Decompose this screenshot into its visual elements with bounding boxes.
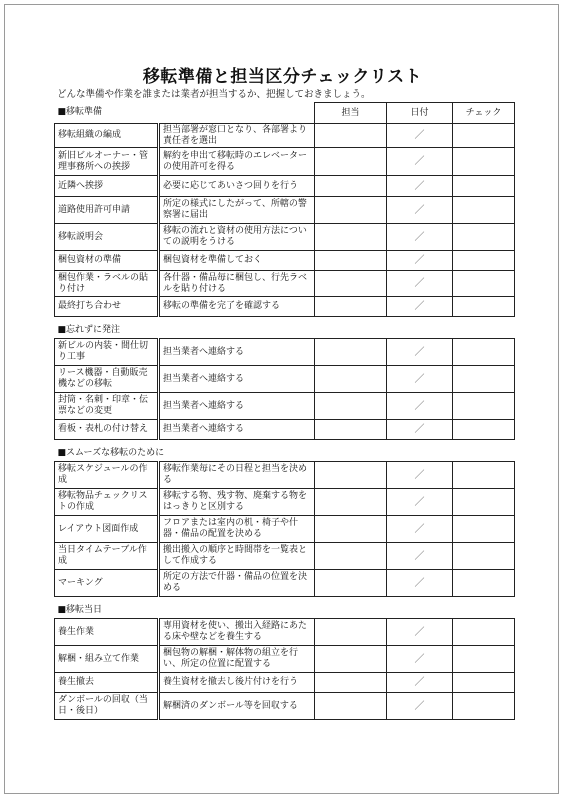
task-description: 移転する物、残す物、廃棄する物をはっきりと区別する [159, 489, 315, 516]
date-cell[interactable]: ／ [387, 489, 453, 516]
date-cell[interactable]: ／ [387, 619, 453, 646]
task-name: リース機器・自動販売機などの移転 [55, 366, 159, 393]
date-cell[interactable]: ／ [387, 570, 453, 597]
date-cell[interactable]: ／ [387, 148, 453, 176]
task-description: 梱包資材を準備しておく [159, 251, 315, 271]
date-cell[interactable]: ／ [387, 271, 453, 297]
tantou-cell[interactable] [315, 462, 387, 489]
check-cell[interactable] [453, 693, 515, 720]
check-cell[interactable] [453, 543, 515, 570]
date-cell[interactable]: ／ [387, 673, 453, 693]
date-cell[interactable]: ／ [387, 516, 453, 543]
date-cell[interactable]: ／ [387, 124, 453, 148]
date-cell[interactable]: ／ [387, 224, 453, 251]
tantou-cell[interactable] [315, 619, 387, 646]
section-header-row [55, 322, 515, 339]
check-cell[interactable] [453, 176, 515, 197]
task-name: 移転組織の編成 [55, 124, 159, 148]
task-description: 担当業者へ連絡する [159, 393, 315, 420]
table-row [55, 516, 515, 543]
date-cell[interactable]: ／ [387, 646, 453, 673]
task-description: フロアまたは室内の机・椅子や什器・備品の配置を決める [159, 516, 315, 543]
task-name: 道路使用許可申請 [55, 197, 159, 224]
task-description: 搬出搬入の順序と時間帯を一覧表として作成する [159, 543, 315, 570]
check-cell[interactable] [453, 271, 515, 297]
task-description: 専用資材を使い、搬出入経路にあたる床や壁などを養生する [159, 619, 315, 646]
date-cell[interactable]: ／ [387, 297, 453, 317]
check-cell[interactable] [453, 339, 515, 366]
header-row [55, 103, 515, 124]
task-name: 最終打ち合わせ [55, 297, 159, 317]
check-cell[interactable] [453, 619, 515, 646]
task-description: 解約を申出て移転時のエレベーターの使用許可を得る [159, 148, 315, 176]
tantou-cell[interactable] [315, 570, 387, 597]
table-row [55, 251, 515, 271]
date-cell[interactable]: ／ [387, 197, 453, 224]
task-name: 新ビルの内装・間仕切り工事 [55, 339, 159, 366]
tantou-cell[interactable] [315, 176, 387, 197]
task-description: 所定の方法で什器・備品の位置を決める [159, 570, 315, 597]
task-description: 移転作業毎にその日程と担当を決める [159, 462, 315, 489]
check-cell[interactable] [453, 224, 515, 251]
checklist [54, 102, 514, 720]
tantou-cell[interactable] [315, 693, 387, 720]
column-header-check: チェック [453, 103, 515, 124]
section-heading: ■移転当日 [57, 604, 103, 615]
task-name: 梱包作業・ラベルの貼り付け [55, 271, 159, 297]
tantou-cell[interactable] [315, 673, 387, 693]
task-description: 梱包物の解梱・解体物の組立を行い、所定の位置に配置する [159, 646, 315, 673]
task-description: 所定の様式にしたがって、所轄の警察署に届出 [159, 197, 315, 224]
check-cell[interactable] [453, 462, 515, 489]
check-cell[interactable] [453, 297, 515, 317]
table-row [55, 197, 515, 224]
section-header-row [55, 602, 515, 619]
table-row [55, 148, 515, 176]
check-cell[interactable] [453, 420, 515, 440]
table-row [55, 489, 515, 516]
section-heading: ■スムーズな移転のために [57, 447, 165, 458]
header-spacer [159, 103, 315, 124]
table-row [55, 673, 515, 693]
date-cell[interactable]: ／ [387, 462, 453, 489]
check-cell[interactable] [453, 251, 515, 271]
table-row [55, 462, 515, 489]
table-row [55, 693, 515, 720]
date-cell[interactable]: ／ [387, 420, 453, 440]
table-row [55, 646, 515, 673]
check-cell[interactable] [453, 148, 515, 176]
tantou-cell[interactable] [315, 297, 387, 317]
date-cell[interactable]: ／ [387, 339, 453, 366]
table-row [55, 393, 515, 420]
table-row [55, 366, 515, 393]
tantou-cell[interactable] [315, 489, 387, 516]
tantou-cell[interactable] [315, 516, 387, 543]
table-row [55, 124, 515, 148]
page-subtitle: どんな準備や作業を誰または業者が担当するか、把握しておきましょう。 [57, 89, 371, 100]
task-description: 解梱済のダンボール等を回収する [159, 693, 315, 720]
tantou-cell[interactable] [315, 197, 387, 224]
table-row [55, 619, 515, 646]
task-description: 必要に応じてあいさつ回りを行う [159, 176, 315, 197]
tantou-cell[interactable] [315, 339, 387, 366]
section-header-row [55, 445, 515, 462]
date-cell[interactable]: ／ [387, 366, 453, 393]
check-cell[interactable] [453, 366, 515, 393]
task-description: 担当業者へ連絡する [159, 339, 315, 366]
tantou-cell[interactable] [315, 543, 387, 570]
date-cell[interactable]: ／ [387, 251, 453, 271]
task-description: 移転の流れと資材の使用方法についての説明をうける [159, 224, 315, 251]
task-description: 養生資材を撤去し後片付けを行う [159, 673, 315, 693]
task-name: 看板・表札の付け替え [55, 420, 159, 440]
table-row [55, 420, 515, 440]
column-header-tantou: 担当 [315, 103, 387, 124]
task-name: 移転説明会 [55, 224, 159, 251]
tantou-cell[interactable] [315, 124, 387, 148]
task-name: 当日タイムテーブル作成 [55, 543, 159, 570]
table-row [55, 339, 515, 366]
table-row [55, 543, 515, 570]
tantou-cell[interactable] [315, 148, 387, 176]
task-name: 近隣へ挨拶 [55, 176, 159, 197]
task-name: ダンボールの回収（当日・後日） [55, 693, 159, 720]
date-cell[interactable]: ／ [387, 693, 453, 720]
check-cell[interactable] [453, 197, 515, 224]
section-heading: ■忘れずに発注 [57, 324, 121, 335]
tantou-cell[interactable] [315, 251, 387, 271]
task-description: 担当部署が窓口となり、各部署より責任者を選出 [159, 124, 315, 148]
check-cell[interactable] [453, 489, 515, 516]
task-description: 移転の準備を完了を確認する [159, 297, 315, 317]
table-row [55, 570, 515, 597]
table-row [55, 297, 515, 317]
checklist-body [55, 103, 515, 720]
task-name: 封筒・名刺・印章・伝票などの変更 [55, 393, 159, 420]
task-name: 梱包資材の準備 [55, 251, 159, 271]
tantou-cell[interactable] [315, 420, 387, 440]
check-cell[interactable] [453, 124, 515, 148]
table-row [55, 176, 515, 197]
table-row [55, 224, 515, 251]
section-heading: ■移転準備 [57, 107, 103, 118]
checklist-table [54, 102, 515, 720]
table-row [55, 271, 515, 297]
date-cell[interactable]: ／ [387, 543, 453, 570]
task-name: 解梱・組み立て作業 [55, 646, 159, 673]
check-cell[interactable] [453, 673, 515, 693]
tantou-cell[interactable] [315, 366, 387, 393]
task-description: 各什器・備品毎に梱包し、行先ラベルを貼り付ける [159, 271, 315, 297]
column-header-hizuke: 日付 [387, 103, 453, 124]
task-name: 新旧ビルオーナー・管理事務所への挨拶 [55, 148, 159, 176]
date-cell[interactable]: ／ [387, 176, 453, 197]
task-name: レイアウト図面作成 [55, 516, 159, 543]
check-cell[interactable] [453, 570, 515, 597]
task-name: マーキング [55, 570, 159, 597]
task-name: 移転スケジュールの作成 [55, 462, 159, 489]
task-name: 養生撤去 [55, 673, 159, 693]
tantou-cell[interactable] [315, 271, 387, 297]
page-title: 移転準備と担当区分チェックリスト [142, 67, 423, 87]
check-cell[interactable] [453, 393, 515, 420]
tantou-cell[interactable] [315, 646, 387, 673]
task-description: 担当業者へ連絡する [159, 420, 315, 440]
tantou-cell[interactable] [315, 393, 387, 420]
task-name: 移転物品チェックリストの作成 [55, 489, 159, 516]
tantou-cell[interactable] [315, 224, 387, 251]
task-name: 養生作業 [55, 619, 159, 646]
check-cell[interactable] [453, 646, 515, 673]
check-cell[interactable] [453, 516, 515, 543]
task-description: 担当業者へ連絡する [159, 366, 315, 393]
date-cell[interactable]: ／ [387, 393, 453, 420]
